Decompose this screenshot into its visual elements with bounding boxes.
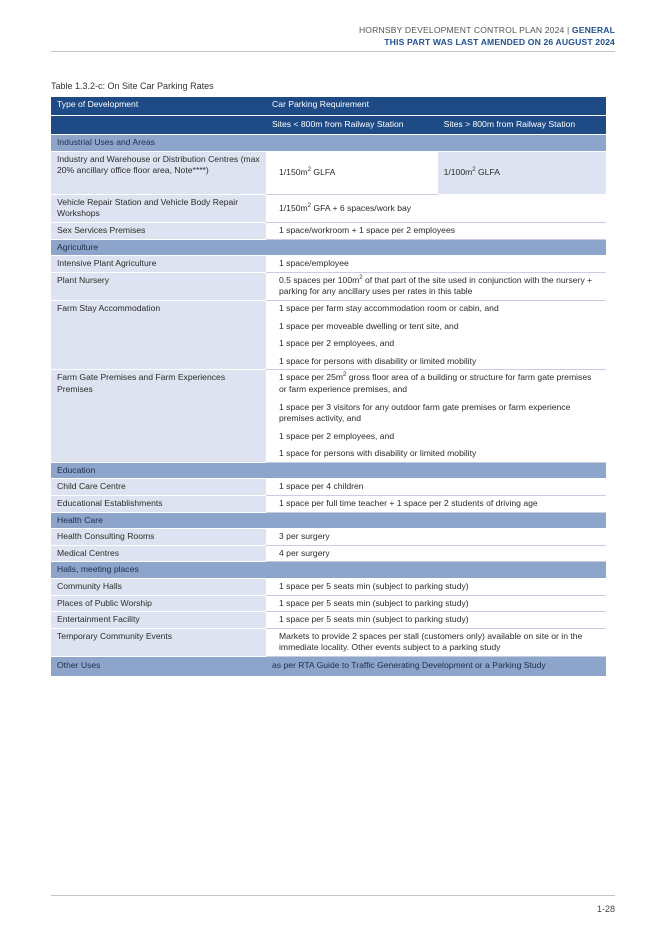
parking-rates-table [51,97,606,677]
req-line: 1 space per moveable dwelling or tent site, and [279,320,459,331]
requirement-cell: 1 space/workroom + 1 space per 2 employees [266,222,606,239]
req-line: 1 space per 2 employees, and [279,430,395,441]
amendment-note: THIS PART WAS LAST AMENDED ON 26 AUGUST 2024 [384,36,615,47]
header-divider [51,51,615,52]
requirement-cell: Markets to provide 2 spaces per stall (customers only) available on site or in the immediate locality. Other events subject to a parking study [266,628,606,656]
type-cell: Industry and Warehouse or Distribution Centres (max 20% ancillary office floor area, Note****) [51,151,266,194]
table-row [51,256,606,273]
type-cell: Entertainment Facility [51,612,266,629]
table-row [51,370,606,463]
header-far-station: Sites > 800m from Railway Station [438,115,606,135]
req-line: 1 space per farm stay accommodation room or cabin, and [279,302,499,313]
type-cell: Places of Public Worship [51,595,266,612]
header-blank [51,115,266,135]
table-row [51,628,606,656]
req-line: 1 space for persons with disability or limited mobility [279,355,477,366]
type-cell: Health Consulting Rooms [51,529,266,546]
page-header [359,25,615,48]
type-cell: Sex Services Premises [51,222,266,239]
req-sup: 2 [307,202,312,209]
header-requirement: Car Parking Requirement [266,97,606,115]
section-health: Health Care [51,512,606,529]
section-row [51,562,606,579]
req-sup: 2 [307,167,312,174]
req-sup: 2 [359,274,363,281]
document-title-text: HORNSBY DEVELOPMENT CONTROL PLAN 2024 | [358,25,572,35]
table-row [51,545,606,562]
section-halls: Halls, meeting places [51,562,606,579]
requirement-near-cell [266,151,438,194]
req-text: GLFA [311,166,336,177]
type-cell: Child Care Centre [51,479,266,496]
type-cell: Temporary Community Events [51,628,266,656]
table-row [51,595,606,612]
table-header-row [51,97,606,115]
requirement-cell: 1 space per 5 seats min (subject to parking study) [266,595,606,612]
section-education: Education [51,462,606,479]
part-name: GENERAL [571,25,615,35]
req-text: GLFA [475,166,500,177]
requirement-cell: 1 space per 5 seats min (subject to parking study) [266,612,606,629]
req-text: 1/150m [279,166,308,177]
req-text: 1/100m [443,166,473,177]
req-line: 1 space per 2 employees, and [279,338,395,349]
section-other: Other Uses [51,657,266,677]
req-sup: 2 [472,167,476,174]
table-row [51,579,606,596]
requirement-cell [266,300,606,369]
requirement-cell [266,194,606,222]
document-title [359,25,615,37]
requirement-cell: 3 per surgery [266,529,606,546]
type-cell: Medical Centres [51,545,266,562]
table-row [51,529,606,546]
table-row [51,222,606,239]
section-row [51,462,606,479]
table-row [51,194,606,222]
footer-divider [51,895,615,896]
section-row [51,135,606,152]
requirement-cell: 1 space per 5 seats min (subject to parking study) [266,579,606,596]
section-industrial: Industrial Uses and Areas [51,135,606,152]
type-cell: Educational Establishments [51,496,266,513]
table-row [51,496,606,513]
page-number: 1-28 [596,904,615,914]
requirement-far-cell [438,151,606,194]
req-text: 0.5 spaces per 100m [279,274,360,285]
type-cell: Community Halls [51,579,266,596]
requirement-cell: 1 space/employee [266,256,606,273]
req-text: gross floor area of a building or structure for farm gate premises or farm experience premises, and [279,372,592,394]
table-caption: Table 1.3.2-c: On Site Car Parking Rates [51,81,214,91]
req-sup: 2 [343,372,347,379]
table-subheader-row [51,115,606,135]
type-cell: Farm Stay Accommodation [51,300,266,369]
table-row [51,479,606,496]
type-cell: Vehicle Repair Station and Vehicle Body Repair Workshops [51,194,266,222]
header-type: Type of Development [51,97,266,115]
requirement-cell: 1 space per full time teacher + 1 space per 2 students of driving age [266,496,606,513]
section-row [51,239,606,256]
requirement-cell [266,272,606,300]
requirement-cell [266,370,606,463]
section-row [51,657,606,677]
req-text: 1 space per 25m [279,372,344,383]
type-cell: Intensive Plant Agriculture [51,256,266,273]
section-row [51,512,606,529]
req-text: GFA + 6 spaces/work bay [311,202,412,213]
header-near-station: Sites < 800m from Railway Station [266,115,438,135]
section-agriculture: Agriculture [51,239,606,256]
requirement-cell: 1 space per 4 children [266,479,606,496]
req-text: of that part of the site used in conjunction with the nursery + parking for any ancillary uses per rates in this table [279,274,593,297]
req-line: 1 space for persons with disability or limited mobility [279,448,477,459]
req-text: 1/150m [279,202,308,213]
type-cell: Plant Nursery [51,272,266,300]
table-row [51,151,606,194]
requirement-cell: 4 per surgery [266,545,606,562]
table-row [51,272,606,300]
other-requirement: as per RTA Guide to Traffic Generating Development or a Parking Study [266,657,606,677]
type-cell: Farm Gate Premises and Farm Experiences Premises [51,370,266,463]
req-line: 1 space per 3 visitors for any outdoor farm gate premises or farm experience premises activity, and [279,401,571,424]
table-row [51,300,606,369]
table-row [51,612,606,629]
req-line [279,372,600,395]
